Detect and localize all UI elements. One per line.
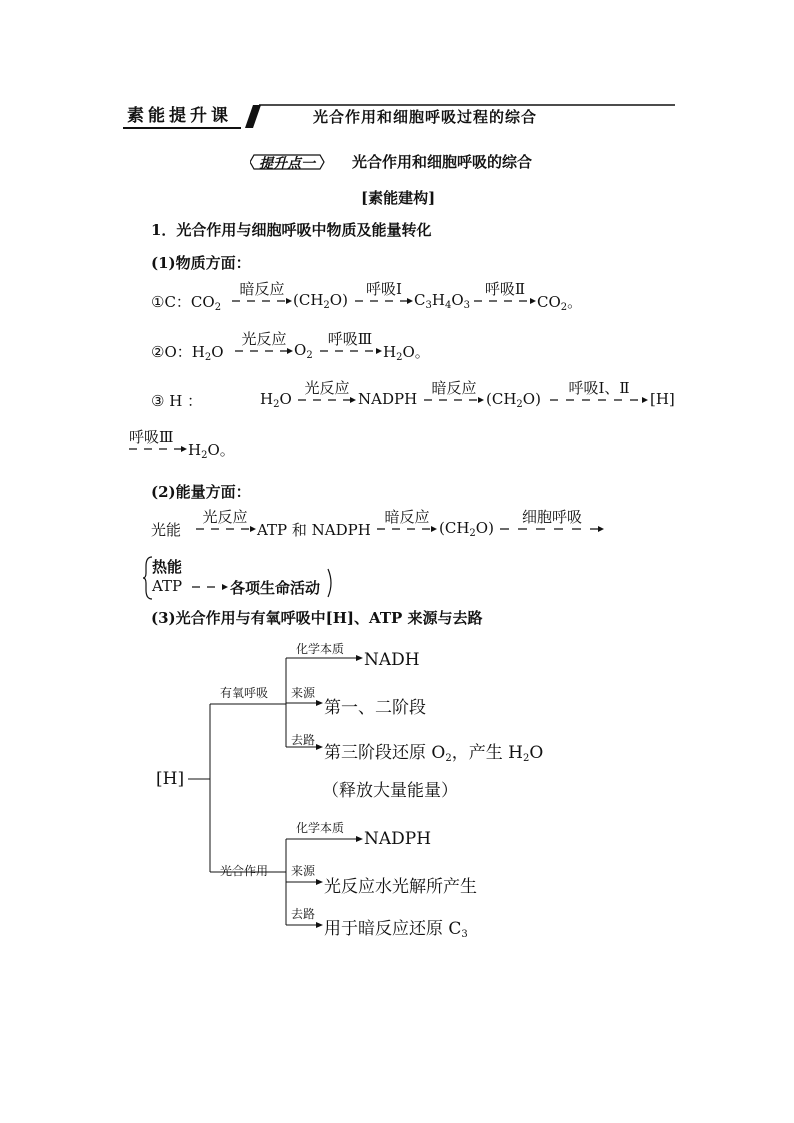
energy-arrow1 xyxy=(196,525,256,533)
energy-right-paren xyxy=(327,568,335,598)
c-arrow1 xyxy=(232,297,292,305)
h-line-prefix: ③ H ： xyxy=(151,392,203,410)
o-line-start: ②O：$H_2O$ xyxy=(151,343,224,363)
h-arrow3-label: 呼吸Ⅰ、Ⅱ xyxy=(568,379,630,397)
item1-heading: 1．光合作用与细胞呼吸中物质及能量转化 xyxy=(151,221,432,239)
tree-photo-source-label: 来源 xyxy=(291,864,316,878)
tree-aerobic-fate: 第三阶段还原 $O_2$，产生 $H_2O$ xyxy=(324,743,544,764)
c-arrow1-label: 暗反应 xyxy=(239,280,285,298)
c-arrow2 xyxy=(355,297,413,305)
h-arrow1 xyxy=(298,396,356,404)
tree-root: [H] xyxy=(156,769,185,789)
energy-heading: (2)能量方面： xyxy=(151,483,251,501)
tree-aerobic-fate-label: 去路 xyxy=(291,733,316,747)
h-line-h: [H] xyxy=(650,390,675,408)
tree-photo-fate-label: 去路 xyxy=(291,907,316,921)
tree-photo-source: 光反应水光解所产生 xyxy=(324,877,477,897)
tree-photo-nature-label: 化学本质 xyxy=(296,821,345,835)
tree-aerobic-nature: NADH xyxy=(364,650,420,670)
o-line-end: $H_2O$。 xyxy=(383,343,430,363)
o-arrow2 xyxy=(320,347,382,355)
energy-arrow4 xyxy=(192,583,228,591)
energy-arrow2 xyxy=(377,525,437,533)
o-arrow2-label: 呼吸Ⅲ xyxy=(327,330,373,348)
tree-aerobic-source: 第一、二阶段 xyxy=(324,698,426,718)
h-line-nadph: NADPH xyxy=(358,390,418,408)
energy-arrow3 xyxy=(500,525,604,533)
material-heading: (1)物质方面： xyxy=(151,254,251,272)
tree-photo-nature: NADPH xyxy=(364,829,432,849)
section-tag: [素能建构] xyxy=(361,189,436,207)
h-line-start: $H_2O$ xyxy=(260,390,292,410)
c-arrow3-label: 呼吸Ⅱ xyxy=(484,280,526,298)
energy-start: 光能 xyxy=(151,521,182,539)
h-arrow4 xyxy=(129,445,187,453)
energy-atp: ATP xyxy=(152,577,183,595)
h-arrow1-label: 光反应 xyxy=(304,379,350,397)
tree-aerobic-note: （释放大量能量） xyxy=(322,781,458,801)
energy-arrow3-label: 细胞呼吸 xyxy=(521,508,582,526)
tree-photo-fate: 用于暗反应还原 $C_3$ xyxy=(324,919,468,940)
o-line-o2: $O_2$ xyxy=(294,341,313,361)
lesson-title: 光合作用和细胞呼吸过程的综合 xyxy=(313,108,538,126)
h-line-ch2o: $(CH_2O)$ xyxy=(486,390,541,410)
tree-aerobic-source-label: 来源 xyxy=(291,686,316,700)
o-arrow1-label: 光反应 xyxy=(241,330,287,348)
c-arrow2-label: 呼吸Ⅰ xyxy=(366,280,402,298)
point-badge xyxy=(250,152,326,172)
o-arrow1 xyxy=(235,347,293,355)
tree-photo-label: 光合作用 xyxy=(220,864,269,878)
energy-arrow1-label: 光反应 xyxy=(202,508,248,526)
tree-aerobic-nature-label: 化学本质 xyxy=(296,642,345,656)
point-title: 光合作用和细胞呼吸的综合 xyxy=(352,153,533,171)
h-arrow3 xyxy=(550,396,648,404)
energy-arrow2-label: 暗反应 xyxy=(384,508,430,526)
c-line-ch2o: $(CH_2O)$ xyxy=(293,291,348,311)
c-line-start: ①C：$CO_2$ xyxy=(151,293,222,313)
c-line-c3h4o3: $C_3H_4O_3$ xyxy=(414,291,471,311)
h-arrow2-label: 暗反应 xyxy=(431,379,477,397)
energy-ch2o: $(CH_2O)$ xyxy=(439,519,494,539)
lesson-banner xyxy=(123,101,675,129)
item3-heading: (3)光合作用与有氧呼吸中[H]、ATP 来源与去路 xyxy=(151,609,483,627)
banner-label: 素能提升课 xyxy=(127,106,232,126)
tree-aerobic-label: 有氧呼吸 xyxy=(220,686,269,700)
h-arrow2 xyxy=(424,396,484,404)
h-line-end: $H_2O$。 xyxy=(188,441,235,461)
energy-heat: 热能 xyxy=(152,558,183,576)
energy-atp-nadph: ATP 和 NADPH xyxy=(257,521,371,539)
c-arrow3 xyxy=(474,297,536,305)
point-badge-text: 提升点一 xyxy=(259,156,315,172)
c-line-end: $CO_2$。 xyxy=(537,293,583,313)
energy-life-activities: 各项生命活动 xyxy=(230,579,321,597)
h-arrow4-label: 呼吸Ⅲ xyxy=(129,428,174,446)
